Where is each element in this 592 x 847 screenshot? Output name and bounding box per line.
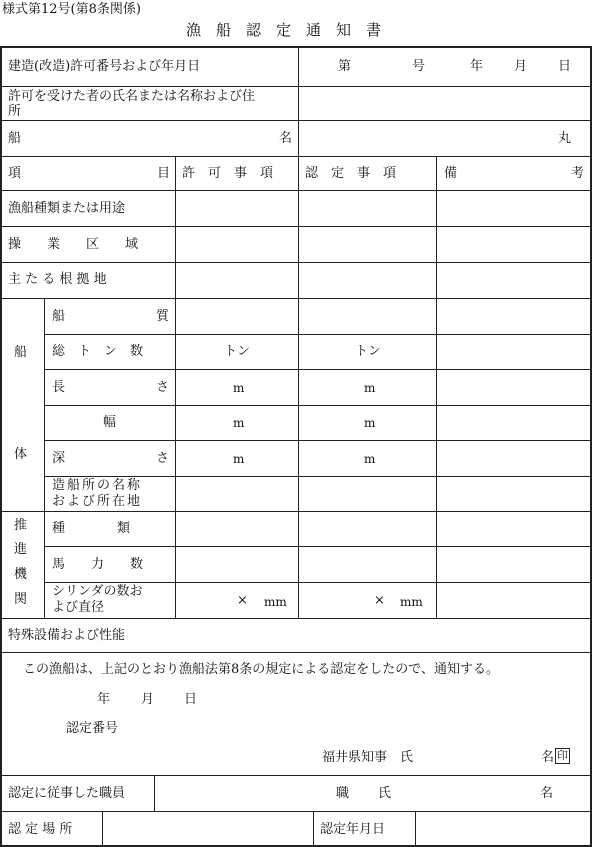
notice-text: この漁船は、上記のとおり漁船法第8条の規定による認定をしたので、通知する。: [23, 662, 500, 677]
operation-area-label: 操 業 区 域: [8, 237, 139, 252]
permit-cylinder-mm: mm: [264, 595, 287, 609]
certified-length-unit: m: [364, 381, 376, 395]
maru-suffix: 丸: [558, 131, 572, 146]
permit-length-unit: m: [233, 381, 245, 395]
item-header-b: 目: [157, 166, 171, 181]
day-label: 日: [558, 59, 572, 74]
certified-cylinder-times: ×: [374, 593, 385, 608]
engine-vertical-label-2: 進: [14, 542, 28, 557]
governor-name-suffix: 名: [541, 750, 555, 765]
shipyard-label-line1: 造船所の名称: [52, 478, 143, 493]
rule: [0, 156, 592, 157]
depth-label-a: 深: [52, 451, 66, 466]
hull-vertical-label-1: 船: [14, 345, 28, 360]
ship-name-label-a: 船: [8, 131, 22, 146]
staff-name-suffix: 名: [540, 786, 554, 801]
hull-material-label-a: 船: [52, 309, 66, 324]
certified-items-header: 認 定 事 項: [305, 166, 397, 181]
depth-label-b: さ: [156, 451, 170, 466]
document-title: 漁 船 認 定 通 知 書: [186, 21, 382, 39]
engine-vertical-label-1: 推: [14, 518, 28, 533]
rule: [154, 775, 155, 811]
rule: [44, 582, 592, 583]
hull-vertical-label-2: 体: [14, 447, 28, 462]
staff-position-label: 職: [336, 786, 350, 801]
certified-cylinder-mm: mm: [400, 595, 423, 609]
rule: [0, 120, 592, 121]
rule: [0, 298, 592, 299]
rule: [436, 156, 437, 618]
rule: [44, 440, 592, 441]
cylinder-label-line1: シリンダの数お: [52, 584, 143, 599]
month-label: 月: [514, 59, 528, 74]
length-label-a: 長: [52, 380, 66, 395]
go-label: 号: [412, 59, 426, 74]
rule: [0, 652, 592, 653]
holder-label-line2: 所: [8, 104, 22, 119]
permit-ton-unit: トン: [224, 344, 251, 359]
certification-number-label: 認定番号: [66, 721, 119, 736]
permit-number-label: 建造(改造)許可番号および年月日: [8, 59, 201, 74]
remarks-header-b: 考: [571, 166, 585, 181]
certified-breadth-unit: m: [364, 416, 376, 430]
frame-top: [0, 46, 592, 48]
certification-place-label: 認 定 場 所: [8, 822, 73, 837]
rule: [0, 262, 592, 263]
remarks-header-a: 備: [444, 166, 458, 181]
rule: [0, 775, 592, 776]
rule: [0, 811, 592, 812]
staff-label: 認定に従事した職員: [8, 786, 126, 801]
rule: [44, 369, 592, 370]
form-number: 様式第12号(第8条関係): [2, 2, 141, 17]
rule: [0, 190, 592, 191]
rule: [313, 811, 314, 847]
rule: [0, 86, 592, 87]
home-port-label: 主 た る 根 拠 地: [8, 272, 107, 287]
year-label: 年: [470, 59, 484, 74]
length-label-b: さ: [156, 380, 170, 395]
rule: [44, 476, 592, 477]
permit-cylinder-times: ×: [237, 593, 248, 608]
notice-year: 年: [97, 692, 111, 707]
dai-label: 第: [338, 59, 352, 74]
rule: [298, 46, 299, 156]
engine-vertical-label-3: 機: [14, 567, 28, 582]
rule: [0, 618, 592, 619]
governor-label: 福井県知事 氏: [322, 750, 414, 765]
gross-tonnage-label: 総 ト ン 数: [52, 344, 144, 359]
breadth-label: 幅: [103, 415, 117, 430]
staff-name-label: 氏: [378, 786, 392, 801]
cylinder-label-line2: よび直径: [52, 600, 105, 615]
frame-left: [0, 46, 2, 847]
rule: [0, 226, 592, 227]
engine-vertical-label-4: 関: [14, 592, 28, 607]
seal-mark: 印: [555, 748, 570, 764]
rule: [44, 546, 592, 547]
permit-breadth-unit: m: [233, 416, 245, 430]
item-header-a: 項: [8, 166, 22, 181]
certification-date-label: 認定年月日: [320, 822, 386, 837]
notice-month: 月: [141, 692, 155, 707]
rule: [44, 405, 592, 406]
rule: [175, 156, 176, 618]
rule: [44, 334, 592, 335]
rule: [298, 156, 299, 618]
rule: [0, 511, 592, 512]
shipyard-label-line2: および所在地: [52, 494, 143, 509]
horsepower-label: 馬 力 数: [52, 557, 144, 572]
holder-label-line1: 許可を受けた者の氏名または名称および住: [8, 89, 256, 104]
certified-ton-unit: トン: [355, 344, 382, 359]
rule: [102, 811, 103, 847]
certified-depth-unit: m: [364, 452, 376, 466]
permit-depth-unit: m: [233, 452, 245, 466]
hull-material-label-b: 質: [156, 309, 170, 324]
rule: [415, 811, 416, 847]
special-equipment-label: 特殊設備および性能: [8, 628, 126, 643]
vessel-type-label: 漁船種類または用途: [8, 201, 126, 216]
permit-items-header: 許 可 事 項: [182, 166, 274, 181]
engine-type-label: 種 類: [52, 521, 131, 536]
ship-name-label-b: 名: [279, 131, 293, 146]
notice-day: 日: [184, 692, 198, 707]
rule: [44, 298, 45, 618]
